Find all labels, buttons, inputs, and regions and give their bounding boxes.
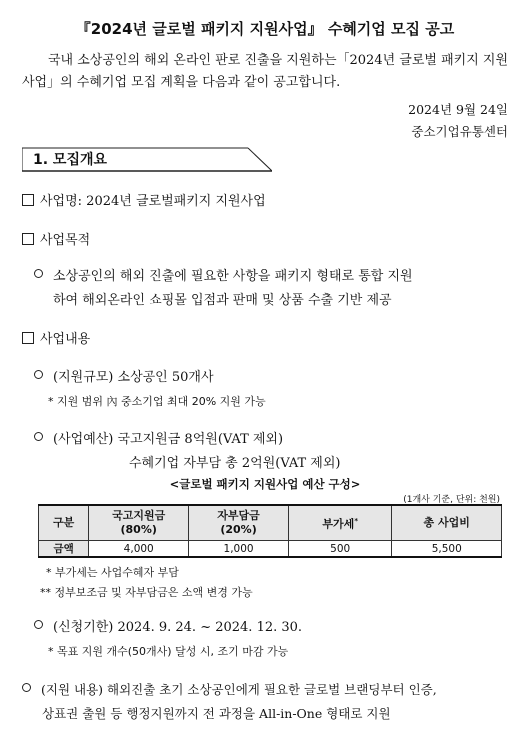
support-content-line-2: 상표권 출원 등 행정지원까지 전 과정을 All-in-One 형태로 지원 <box>42 706 391 721</box>
header-vat-mark: * <box>354 517 358 526</box>
support-content-text-1: (지원 내용) 해외진출 초기 소상공인에게 필요한 글로벌 브랜딩부터 인증, <box>41 682 437 697</box>
item-content-text: 사업내용 <box>40 332 91 347</box>
section-header <box>22 146 272 172</box>
support-scale <box>34 366 214 385</box>
support-scale-note: * 지원 범위 內 중소기업 최대 20% 지원 가능 <box>48 395 266 408</box>
circle-bullet-icon <box>34 432 43 441</box>
header-vat <box>288 505 391 541</box>
header-gov-fund-pct: (80%) <box>120 523 157 536</box>
header-vat-label: 부가세 <box>322 517 355 531</box>
header-self-fund <box>189 505 289 541</box>
budget-line-1 <box>34 428 283 447</box>
circle-bullet-icon <box>34 620 43 629</box>
support-content-line-1 <box>22 680 437 698</box>
table-row <box>39 541 502 558</box>
organization-name: 중소기업유통센터 <box>411 124 508 139</box>
announcement-date: 2024년 9월 24일 <box>408 102 508 117</box>
circle-bullet-icon <box>34 269 43 278</box>
page-title: 『2024년 글로벌 패키지 지원사업』 수혜기업 모집 공고 <box>75 20 455 38</box>
square-bullet-icon <box>22 233 34 245</box>
item-business-name <box>22 190 266 209</box>
table-note-1: * 부가세는 사업수혜자 부담 <box>46 566 179 579</box>
budget-table-caption: <글로벌 패키지 지원사업 예산 구성> <box>169 477 361 491</box>
item-business-name-text: 사업명: 2024년 글로벌패키지 지원사업 <box>40 194 266 209</box>
cell-vat: 500 <box>288 541 391 558</box>
application-period <box>34 616 302 635</box>
purpose-detail-text-1: 소상공인의 해외 진출에 필요한 사항을 패키지 형태로 통합 지원 <box>53 269 413 284</box>
table-note-2: ** 정부보조금 및 자부담금은 소액 변경 가능 <box>40 586 253 599</box>
header-self-fund-label: 자부담금 <box>217 509 260 522</box>
cell-gov-fund: 4,000 <box>89 541 189 558</box>
cell-total: 5,500 <box>392 541 502 558</box>
budget-table-header-row <box>39 505 502 541</box>
square-bullet-icon <box>22 194 34 206</box>
header-category: 구분 <box>39 505 89 541</box>
application-period-text: (신청기한) 2024. 9. 24. ~ 2024. 12. 30. <box>53 620 303 635</box>
header-self-fund-pct: (20%) <box>220 523 257 536</box>
item-purpose-text: 사업목적 <box>40 233 91 248</box>
header-gov-fund <box>89 505 189 541</box>
intro-paragraph: 국내 소상공인의 해외 온라인 판로 진출을 지원하는「2024년 글로벌 패키지 지원사업」의 수혜기업 모집 계획을 다음과 같이 공고합니다. <box>22 53 509 90</box>
row-label: 금액 <box>39 541 89 558</box>
application-period-note: * 목표 지원 개수(50개사) 달성 시, 조기 마감 가능 <box>48 645 289 658</box>
circle-bullet-icon <box>22 683 31 692</box>
circle-bullet-icon <box>34 370 43 379</box>
square-bullet-icon <box>22 332 34 344</box>
support-scale-text: (지원규모) 소상공인 50개사 <box>53 370 214 385</box>
purpose-detail-line-2: 하여 해외온라인 쇼핑몰 입점과 판매 및 상품 수출 기반 제공 <box>53 293 392 308</box>
item-content <box>22 328 90 347</box>
budget-table <box>38 504 502 558</box>
budget-line-2: 수혜기업 자부담 총 2억원(VAT 제외) <box>129 456 341 471</box>
header-total: 총 사업비 <box>392 505 502 541</box>
budget-table-unit: (1개사 기준, 단위: 천원) <box>403 495 500 505</box>
cell-self-fund: 1,000 <box>189 541 289 558</box>
budget-line-1-text: (사업예산) 국고지원금 8억원(VAT 제외) <box>53 432 284 447</box>
purpose-detail-line-1 <box>34 265 413 284</box>
item-purpose <box>22 229 90 248</box>
header-gov-fund-label: 국고지원금 <box>112 509 166 522</box>
section-title: 1. 모집개요 <box>33 152 108 168</box>
